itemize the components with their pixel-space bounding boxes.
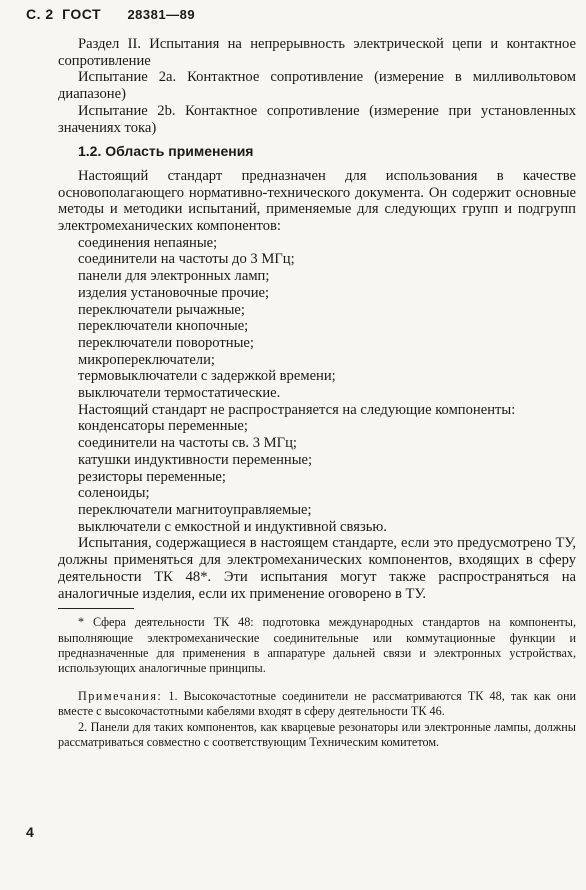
notes-label: Примечания: xyxy=(78,688,163,703)
page-number: 4 xyxy=(26,824,34,840)
note-1-text: 1. Высокочастотные соединители не рассматриваются ТК 48, так как они вместе с высокочастотными кабелями входят в сферу деятельности ТК 46. xyxy=(58,688,577,719)
intro-line-2: Испытание 2a. Контактное сопротивление (измерение в милливольтовом диапазоне) xyxy=(58,69,576,103)
page-label: С. 2 xyxy=(26,6,54,22)
paragraph-application: Испытания, содержащиеся в настоящем стандарте, если это предусмотрено ТУ, должны применяться для электромеханических компонентов, входящих в сферу деятельности ТК 48*. Эти испытания могут также распространяться на аналогичные изделия, если их применение оговорено в ТУ. xyxy=(58,535,576,602)
paragraph-scope: Настоящий стандарт предназначен для использования в качестве основополагающего нормативно-технического документа. Он содержит основные методы и методики испытаний, применяемые для следующих групп и подгрупп электромеханических компонентов: xyxy=(58,167,576,235)
list-item: конденсаторы переменные; xyxy=(78,418,248,435)
intro-line-1: Раздел II. Испытания на непрерывность электрической цепи и контактное сопротивление xyxy=(58,36,576,69)
list-applies xyxy=(58,235,576,402)
list-item: микропереключатели; xyxy=(78,351,215,368)
list-item: катушки индуктивности переменные; xyxy=(78,451,313,468)
list-item: выключатели с емкостной и индуктивной связью. xyxy=(78,518,387,535)
list-item: переключатели поворотные; xyxy=(78,334,254,351)
standard-label: ГОСТ xyxy=(62,6,102,22)
list-item: переключатели магнитоуправляемые; xyxy=(78,501,312,518)
footnote-tk48: * Сфера деятельности ТК 48: подготовка международных стандартов на компоненты, выполняющие электромеханические соединительные или коммутационные функции и предназначенные для применения в аппаратуре дальней связи и электронных устройствах, использующих аналогичные принципы. xyxy=(58,615,576,676)
notes-block xyxy=(58,689,576,751)
list-item: переключатели рычажные; xyxy=(78,301,245,318)
list-excludes xyxy=(58,418,576,535)
note-2: 2. Панели для таких компонентов, как кварцевые резонаторы или электронные лампы, должны рассматриваться совместно с соответствующим Техническим комитетом. xyxy=(58,719,576,750)
list-item: соединители на частоты до 3 МГц; xyxy=(78,251,295,268)
section-title: 1.2. Область применения xyxy=(78,143,254,160)
list-item: панели для электронных ламп; xyxy=(78,268,270,285)
running-header xyxy=(26,6,199,22)
paragraph-exclusions: Настоящий стандарт не распространяется на следующие компоненты: xyxy=(78,401,516,418)
list-item: термовыключатели с задержкой времени; xyxy=(78,368,336,385)
list-item: выключатели термостатические. xyxy=(78,385,281,402)
list-item: переключатели кнопочные; xyxy=(78,318,249,335)
footnotes xyxy=(58,615,576,750)
list-item: изделия установочные прочие; xyxy=(78,284,270,301)
footnote-divider xyxy=(58,608,134,609)
list-item: соленоиды; xyxy=(78,485,150,502)
list-item: соединители на частоты св. 3 МГц; xyxy=(78,435,297,452)
main-text xyxy=(58,36,576,750)
note-1 xyxy=(58,689,576,720)
standard-number: 28381—89 xyxy=(127,7,196,22)
intro-line-3: Испытание 2b. Контактное сопротивление (измерение при установленных значениях тока) xyxy=(58,102,576,136)
list-item: соединения непаяные; xyxy=(78,234,218,251)
list-item: резисторы переменные; xyxy=(78,468,226,485)
